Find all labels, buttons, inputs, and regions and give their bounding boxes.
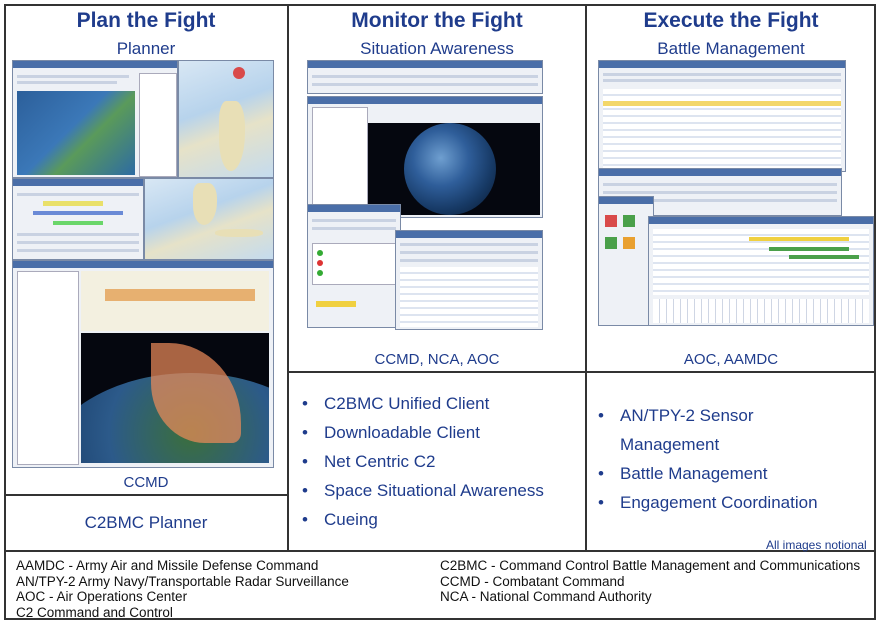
- planner-screenshot-1: [12, 60, 178, 178]
- planner-map-caribbean: [144, 178, 274, 260]
- divider-left: [287, 4, 289, 550]
- plan-title: Plan the Fight: [76, 9, 216, 32]
- monitor-screenshot-dialog: [307, 204, 401, 328]
- monitor-screenshot-table: [395, 230, 543, 330]
- monitor-bullet: • C2BMC Unified Client: [300, 389, 544, 418]
- legend-entry: AN/TPY-2 Army Navy/Transportable Radar Surveillance: [16, 573, 349, 589]
- divider-legend: [4, 550, 876, 552]
- execute-bullet: • Engagement Coordination: [596, 488, 866, 517]
- legend-entry: AAMDC - Army Air and Missile Defense Command: [16, 558, 319, 573]
- acronym-legend-right: [440, 558, 860, 605]
- planner-map-florida: [178, 60, 274, 178]
- execute-bullet: • AN/TPY-2 Sensor Management: [596, 401, 770, 459]
- execute-caption: AOC, AAMDC: [683, 351, 779, 368]
- divider-right: [585, 4, 587, 550]
- monitor-subtitle: Situation Awareness: [360, 39, 514, 58]
- acronym-legend-left: [16, 558, 349, 620]
- monitor-bullet: • Downloadable Client: [300, 418, 544, 447]
- plan-label: C2BMC Planner: [84, 513, 208, 532]
- execute-bullet-list: [596, 401, 866, 517]
- legend-entry: C2BMC - Command Control Battle Management and Communications: [440, 558, 861, 573]
- monitor-bullet: • Net Centric C2: [300, 447, 544, 476]
- divider-monitor-mid: [288, 371, 586, 373]
- monitor-caption: CCMD, NCA, AOC: [374, 351, 500, 368]
- monitor-screenshot-globe-panel: [307, 96, 543, 218]
- legend-entry: CCMD - Combatant Command: [440, 573, 625, 589]
- legend-entry: AOC - Air Operations Center: [16, 589, 188, 604]
- monitor-screenshot-toolbar: [307, 60, 543, 94]
- planner-screenshot-timeline: [12, 178, 144, 260]
- execute-screenshot-timeline: [648, 216, 874, 326]
- monitor-bullet: • Cueing: [300, 505, 544, 534]
- legend-entry: NCA - National Command Authority: [440, 589, 652, 604]
- planner-screenshot-3d: [12, 260, 274, 468]
- monitor-bullet-list: [300, 389, 544, 534]
- legend-entry: C2 Command and Control: [16, 604, 173, 620]
- plan-caption: CCMD: [123, 474, 169, 491]
- notional-note: All images notional: [766, 538, 867, 552]
- divider-execute-mid: [586, 371, 876, 373]
- execute-bullet: • Battle Management: [596, 459, 866, 488]
- execute-screenshot-main: [598, 60, 846, 172]
- execute-screenshot-engagement: [598, 196, 654, 326]
- monitor-bullet: • Space Situational Awareness: [300, 476, 544, 505]
- monitor-title: Monitor the Fight: [351, 9, 523, 32]
- execute-subtitle: Battle Management: [657, 39, 805, 58]
- divider-plan-bottom: [4, 494, 288, 496]
- execute-title: Execute the Fight: [643, 9, 819, 32]
- plan-subtitle: Planner: [116, 39, 176, 58]
